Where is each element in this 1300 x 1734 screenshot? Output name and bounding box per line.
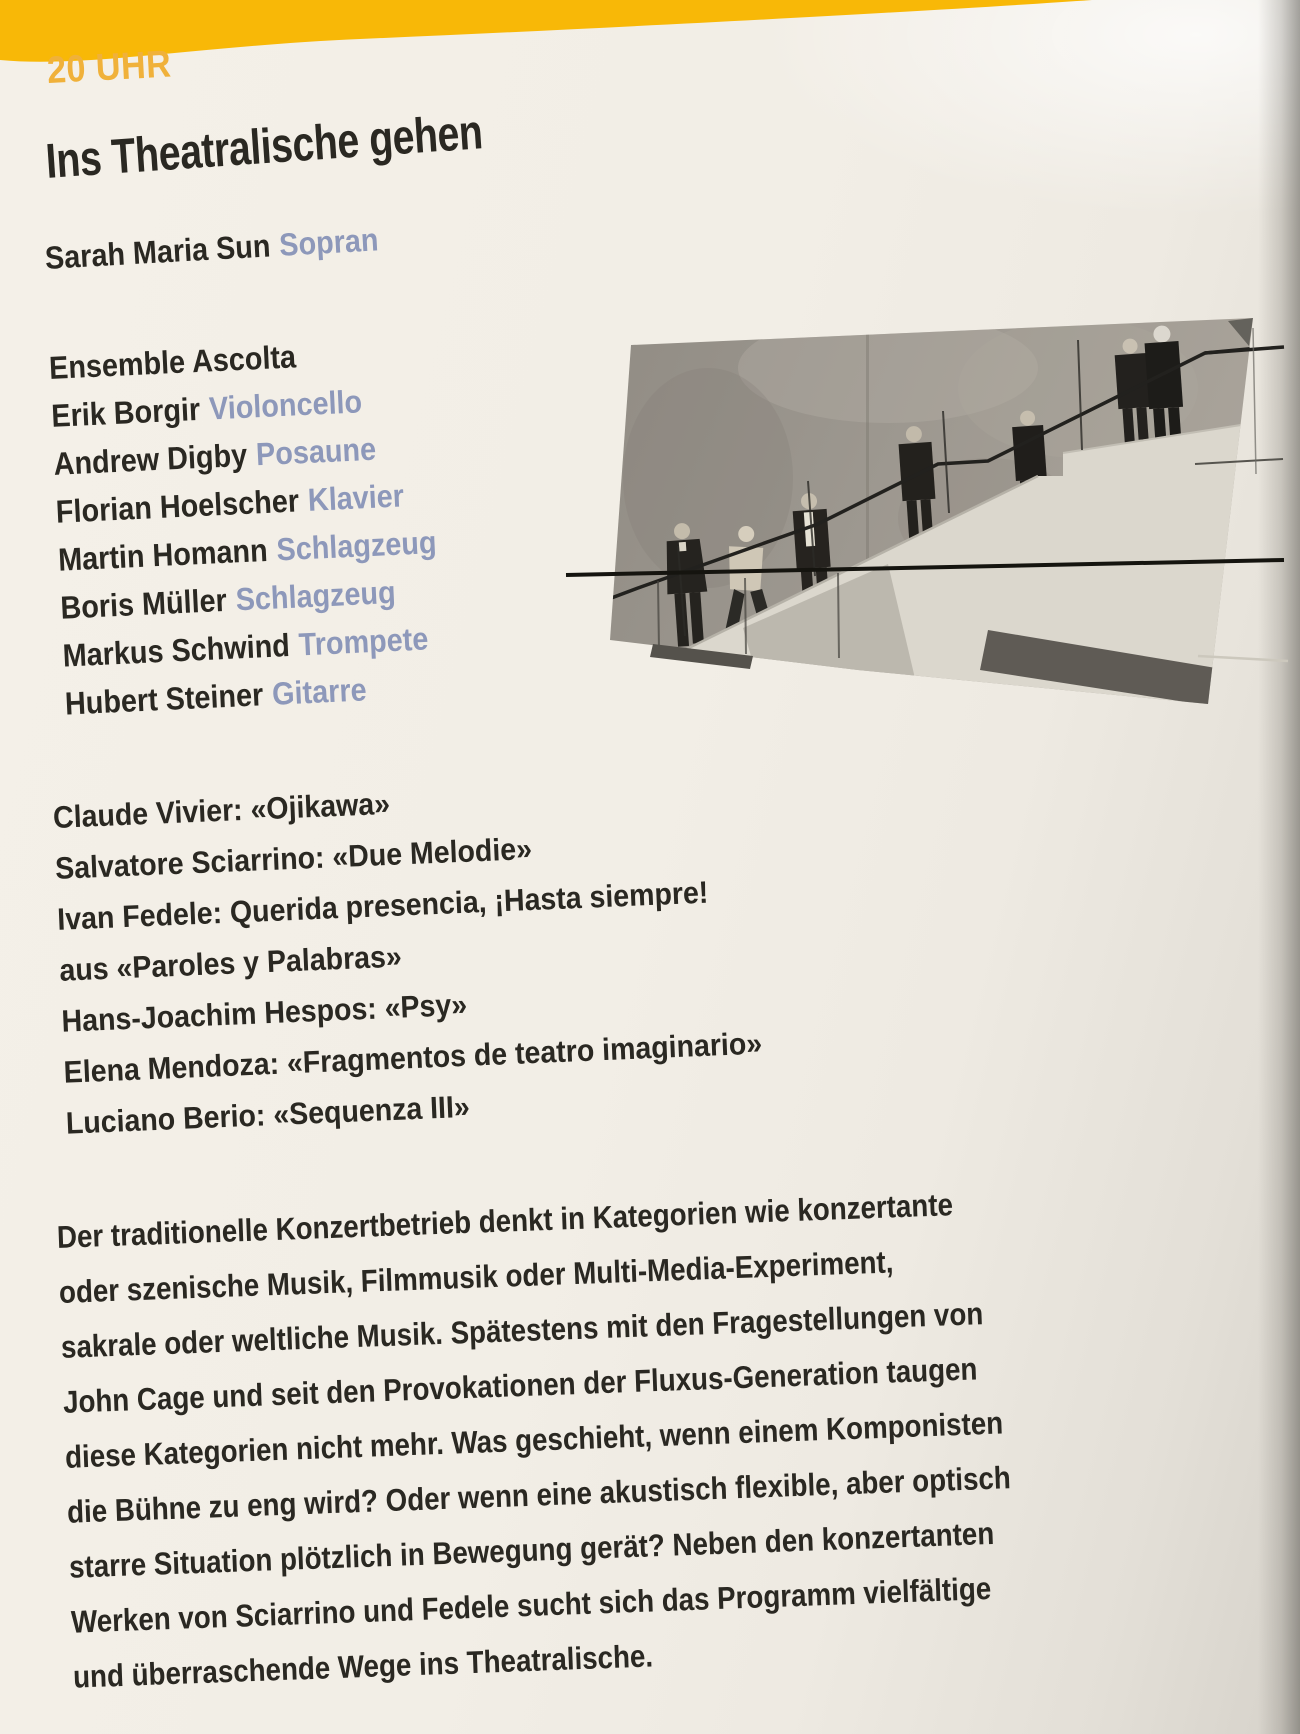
member-name: Boris Müller <box>59 581 228 626</box>
time-label: 20 UHR <box>46 43 173 92</box>
member-instrument: Schlagzeug <box>234 573 397 618</box>
description-line: starre Situation plötzlich in Bewegung gerät? Neben den konzertanten <box>68 1514 995 1585</box>
program-item: Hans-Joachim Hespos: «Psy» <box>60 986 468 1039</box>
soloist-line <box>44 221 379 277</box>
member-instrument: Trompete <box>297 620 430 663</box>
member-name: Martin Homann <box>57 531 269 578</box>
description-paragraph <box>56 1175 1018 1704</box>
member-name: Hubert Steiner <box>64 676 265 722</box>
program-item: Salvatore Sciarrino: «Due Melodie» <box>54 830 533 886</box>
member-instrument: Schlagzeug <box>275 523 438 568</box>
description-line: Werken von Sciarrino und Fedele sucht sich das Programm vielfältige <box>70 1569 992 1640</box>
description-line: John Cage und seit den Provokationen der Fluxus-Generation taugen <box>62 1350 978 1420</box>
member-name: Florian Hoelscher <box>55 482 300 530</box>
program-list <box>52 763 765 1149</box>
program-item: Elena Mendoza: «Fragmentos de teatro imaginario» <box>63 1025 763 1090</box>
ensemble-name: Ensemble Ascolta <box>48 338 297 386</box>
soloist-name: Sarah Maria Sun <box>44 227 272 276</box>
program-item: Claude Vivier: «Ojikawa» <box>52 785 391 835</box>
member-name: Andrew Digby <box>52 436 248 482</box>
description-line: oder szenische Musik, Filmmusik oder Multi-Media-Experiment, <box>58 1243 894 1310</box>
ensemble-list <box>48 326 444 727</box>
member-instrument: Violoncello <box>208 383 363 427</box>
program-item: Luciano Berio: «Sequenza III» <box>65 1088 471 1141</box>
soloist-role: Sopran <box>278 221 380 263</box>
member-name: Erik Borgir <box>50 390 201 434</box>
member-instrument: Posaune <box>255 430 377 473</box>
description-line: und überraschende Wege ins Theatralische. <box>72 1637 654 1695</box>
page-edge-shadow <box>1258 0 1300 1734</box>
member-instrument: Gitarre <box>271 671 368 712</box>
description-line: diese Kategorien nicht mehr. Was geschieht, wenn einem Komponisten <box>64 1404 1004 1475</box>
page-title: Ins Theatralische gehen <box>44 105 485 189</box>
program-item: Ivan Fedele: Querida presencia, ¡Hasta siempre! <box>56 874 709 937</box>
ensemble-photo <box>558 268 1300 720</box>
program-item: aus «Paroles y Palabras» <box>58 938 403 988</box>
member-instrument: Klavier <box>307 477 405 518</box>
member-name: Markus Schwind <box>61 626 291 674</box>
description-line: sakrale oder weltliche Musik. Spätestens mit den Fragestellungen von <box>60 1295 984 1365</box>
description-line: Der traditionelle Konzertbetrieb denkt in Kategorien wie konzertante <box>56 1186 954 1255</box>
description-line: die Bühne zu eng wird? Oder wenn eine akustisch flexible, aber optisch <box>66 1459 1012 1530</box>
